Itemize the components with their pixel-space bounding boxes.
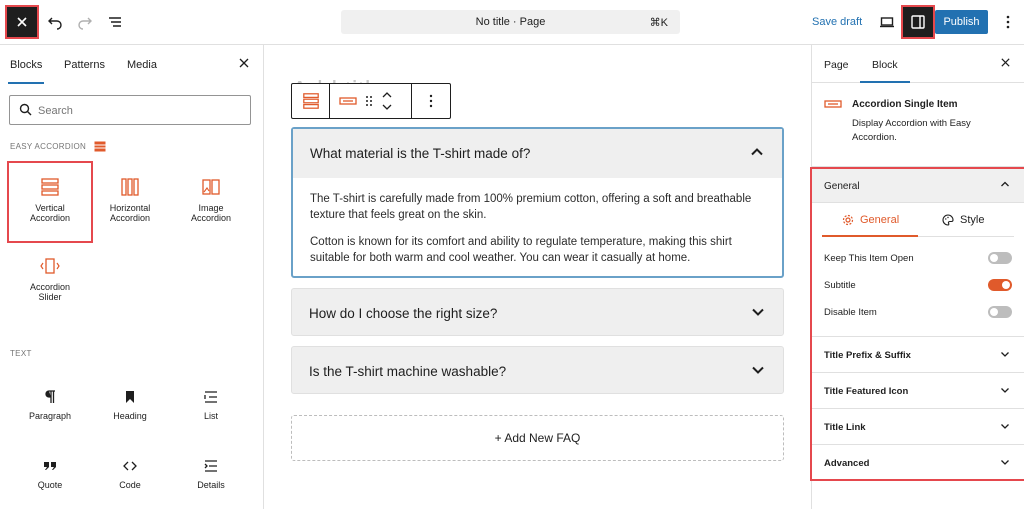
block-paragraph[interactable] <box>9 389 91 421</box>
toggle-label: Subtitle <box>824 280 856 291</box>
chevron-down-icon[interactable] <box>751 305 765 319</box>
block-label: Quote <box>37 480 63 490</box>
block-accordion-slider[interactable] <box>9 256 91 302</box>
category-label: EASY ACCORDION <box>10 142 87 151</box>
category-easy-accordion <box>10 141 106 152</box>
heading-icon <box>122 389 138 405</box>
block-toolbar <box>291 83 451 119</box>
accordion-question: What material is the T-shirt made of? <box>310 146 531 161</box>
chevron-up-icon[interactable] <box>750 145 764 159</box>
redo-icon <box>77 14 93 30</box>
tab-page[interactable]: Page <box>824 59 849 71</box>
move-up-down-icon[interactable] <box>381 90 393 112</box>
block-label: Accordion <box>29 282 71 292</box>
block-type-button[interactable] <box>292 84 330 118</box>
search-icon <box>19 103 32 116</box>
block-label: Vertical <box>35 203 65 213</box>
editor-canvas <box>264 45 811 509</box>
accordion-answer-paragraph: The T-shirt is carefully made from 100% premium cotton, offering a soft and breathable texture that feels great on the skin. <box>310 193 752 221</box>
single-item-icon <box>339 97 357 105</box>
category-text: TEXT <box>10 349 32 358</box>
code-icon <box>122 458 138 474</box>
chevron-down-icon <box>1000 421 1010 431</box>
close-icon[interactable] <box>238 57 250 69</box>
toggle-label: Keep This Item Open <box>824 253 914 264</box>
disable-item-switch[interactable] <box>988 306 1012 318</box>
save-draft-button[interactable]: Save draft <box>812 16 863 28</box>
horizontal-accordion-icon <box>120 177 140 197</box>
subtab-general[interactable] <box>842 214 899 226</box>
block-label: Accordion <box>190 213 232 223</box>
chevron-down-icon <box>1000 457 1010 467</box>
subtab-style[interactable] <box>942 214 984 226</box>
section-label: Title Featured Icon <box>824 386 909 397</box>
block-image-accordion[interactable] <box>170 177 252 223</box>
block-description: Display Accordion with Easy Accordion. <box>852 118 971 143</box>
search-input[interactable] <box>9 95 251 125</box>
block-label: Accordion <box>109 213 151 223</box>
toggle-label: Disable Item <box>824 307 877 318</box>
undo-icon <box>47 14 63 30</box>
block-label: List <box>203 411 218 421</box>
section-title-prefix-suffix[interactable] <box>812 336 1024 372</box>
accordion-slider-icon <box>40 256 60 276</box>
toggle-disable-item <box>812 299 1024 326</box>
chevron-down-icon <box>1000 385 1010 395</box>
block-quote[interactable] <box>9 458 91 490</box>
toggle-subtitle <box>812 272 1024 299</box>
keep-open-switch[interactable] <box>988 252 1012 264</box>
settings-sidebar <box>811 45 1024 509</box>
panel-title: General <box>824 181 860 192</box>
block-label: Slider <box>38 292 62 302</box>
tab-patterns[interactable]: Patterns <box>64 59 105 71</box>
paragraph-icon <box>42 389 58 405</box>
list-icon <box>203 389 219 405</box>
accordion-question: How do I choose the right size? <box>309 306 498 321</box>
general-style-tabs <box>812 203 1024 237</box>
section-title-featured-icon[interactable] <box>812 372 1024 408</box>
subtitle-switch[interactable] <box>988 279 1012 291</box>
settings-toggle-button[interactable] <box>903 7 933 37</box>
shortcut-hint: ⌘K <box>649 17 668 29</box>
block-mover-group <box>330 84 412 118</box>
block-label: Heading <box>113 411 147 421</box>
block-heading[interactable] <box>89 389 171 421</box>
block-title: Accordion Single Item <box>852 99 958 110</box>
tab-blocks[interactable]: Blocks <box>10 59 43 71</box>
single-item-icon <box>824 100 842 108</box>
vertical-accordion-icon <box>40 177 60 197</box>
block-label: Paragraph <box>28 411 72 421</box>
accordion-answer-paragraph: Cotton is known for its comfort and ability to regulate temperature, making this shirt suitable for both warm and cool weather. You can wear it casually at home. <box>310 236 732 264</box>
subtab-label: Style <box>960 214 985 226</box>
active-tab-indicator <box>822 235 918 237</box>
undo-button[interactable] <box>40 7 70 37</box>
vertical-accordion-icon <box>302 92 320 110</box>
more-vertical-icon <box>429 94 433 108</box>
top-toolbar <box>0 0 1024 45</box>
easy-accordion-logo-icon <box>94 141 106 152</box>
block-label: Image <box>198 203 224 213</box>
details-icon <box>203 458 219 474</box>
section-advanced[interactable] <box>812 444 1024 480</box>
sidebar-icon <box>910 14 926 30</box>
block-label: Code <box>119 480 141 490</box>
chevron-up-icon <box>1000 179 1010 189</box>
tab-block[interactable]: Block <box>872 59 898 71</box>
block-card <box>812 83 1024 167</box>
command-palette-bar[interactable] <box>341 10 680 34</box>
block-list[interactable] <box>170 389 252 421</box>
publish-button[interactable]: Publish <box>935 10 988 34</box>
palette-icon <box>942 214 954 226</box>
tab-media[interactable]: Media <box>127 59 157 71</box>
redo-button[interactable] <box>70 7 100 37</box>
block-options-button[interactable] <box>412 84 450 118</box>
block-vertical-accordion[interactable] <box>9 163 91 241</box>
search-placeholder: Search <box>38 105 73 117</box>
general-panel <box>812 169 1024 479</box>
block-label: Details <box>197 480 225 490</box>
toggle-keep-open <box>812 245 1024 272</box>
section-label: Advanced <box>824 458 870 469</box>
inserter-tabs <box>0 45 263 85</box>
settings-tabs <box>812 45 1024 83</box>
subtab-label: General <box>860 214 900 226</box>
document-overview-button[interactable] <box>100 7 130 37</box>
block-details[interactable] <box>170 458 252 490</box>
accordion-item[interactable] <box>291 346 784 394</box>
drag-handle-icon[interactable] <box>365 95 373 107</box>
quote-icon <box>42 458 58 474</box>
section-title-link[interactable] <box>812 408 1024 444</box>
options-button[interactable] <box>993 7 1023 37</box>
accordion-item[interactable] <box>291 288 784 336</box>
more-vertical-icon <box>1006 15 1010 29</box>
block-inserter-panel <box>0 45 264 509</box>
general-panel-header[interactable] <box>812 169 1024 203</box>
image-accordion-icon <box>201 177 221 197</box>
document-title: No title · Page <box>475 16 546 28</box>
section-label: Title Link <box>824 422 866 433</box>
close-icon[interactable] <box>1000 57 1011 68</box>
chevron-down-icon[interactable] <box>751 363 765 377</box>
block-code[interactable] <box>89 458 171 490</box>
accordion-item-open <box>291 127 784 278</box>
close-icon <box>16 16 28 28</box>
accordion-header[interactable] <box>293 129 782 178</box>
close-editor-button[interactable] <box>7 7 37 37</box>
section-label: Title Prefix & Suffix <box>824 350 911 361</box>
block-horizontal-accordion[interactable] <box>89 177 171 223</box>
desktop-icon <box>879 14 895 30</box>
gear-icon <box>842 214 854 226</box>
add-new-faq-button[interactable]: + Add New FAQ <box>291 415 784 461</box>
list-view-icon <box>107 14 123 30</box>
block-label: Accordion <box>29 213 71 223</box>
block-label: Horizontal <box>109 203 151 213</box>
accordion-question: Is the T-shirt machine washable? <box>309 364 507 379</box>
chevron-down-icon <box>1000 349 1010 359</box>
preview-button[interactable] <box>872 7 902 37</box>
accordion-content[interactable] <box>293 178 782 266</box>
